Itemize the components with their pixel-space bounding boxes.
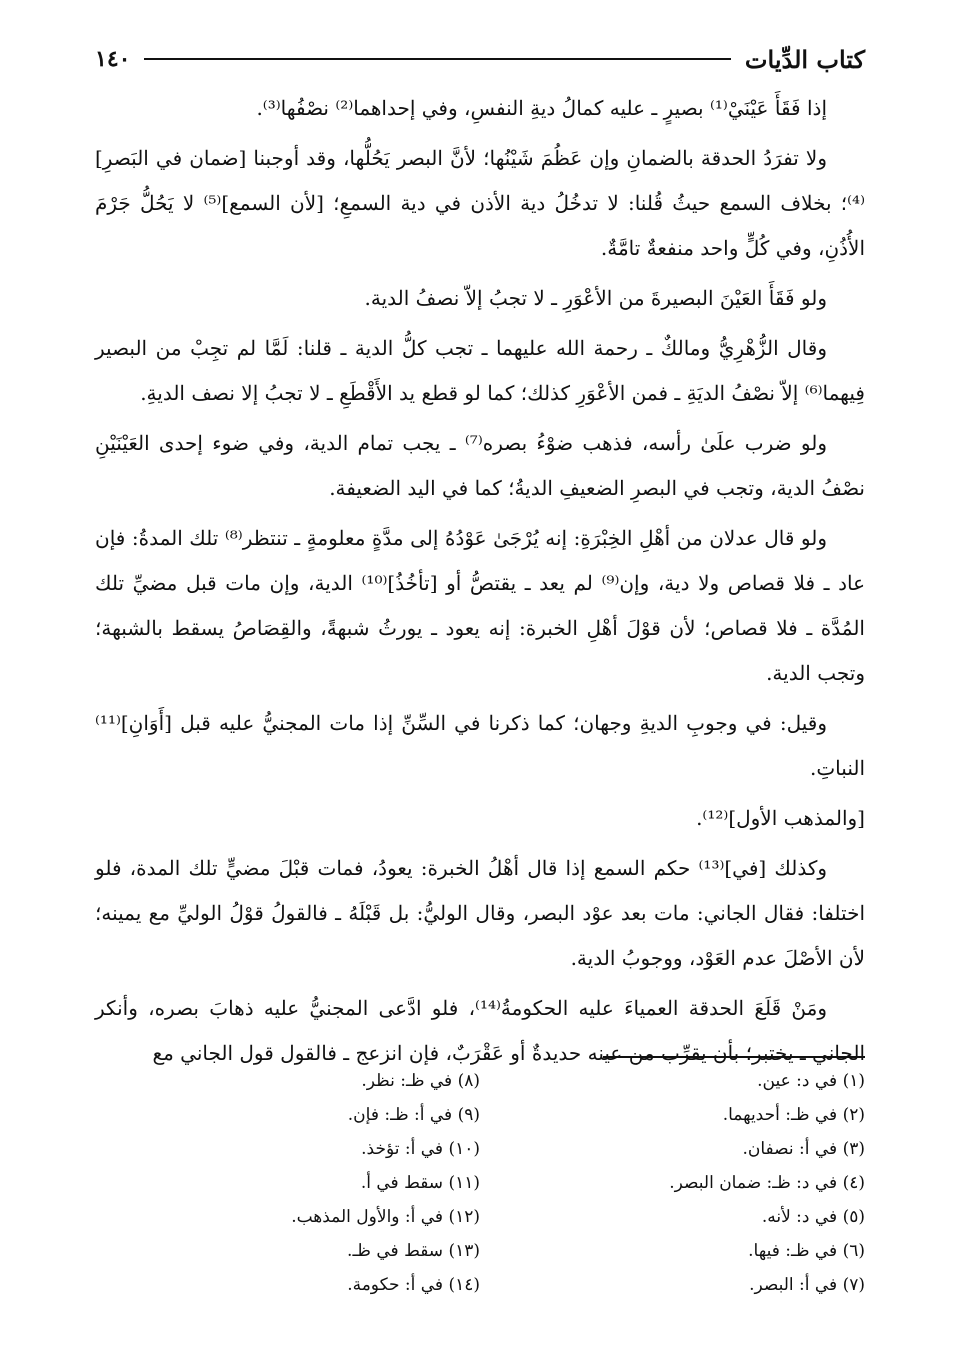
footnotes-column-right — [480, 1064, 865, 1302]
page-header — [95, 38, 865, 80]
paragraph: ومَنْ قَلَعَ الحدقة العمياءَ عليه الحكومةُ⁽¹⁴⁾، فلو ادَّعى المجنيُّ عليه ذهابَ بصره، وأنكر الجاني ـ يختبر؛ بأن يقرِّب من عينه حديدةٌ أو عَقْرَبٌ، فإن انزعج ـ فالقول قول الجاني مع — [95, 996, 865, 1065]
footnote: (١٣) سقط في ظـ. — [347, 1241, 480, 1261]
footnote: (١٤) في أ: حكومة. — [347, 1275, 480, 1295]
paragraph: وقال الزُّهْرِيُّ ومالكٌ ـ رحمة الله عليهما ـ تجب كلُّ الدية ـ قلنا: لَمَّا لم تجِبْ من البصير فِيهما⁽⁶⁾ إلاّ نصْفُ الديَةِ ـ فمن الأعْوَرِ كذلك؛ كما لو قطع يد الأَقْطَعِ ـ لا تجبُ إلا نصف الديةِ. — [95, 336, 865, 405]
footnote: (٧) في أ: البصر. — [749, 1275, 865, 1295]
footnote: (٨) في ظـ: نظر. — [361, 1071, 480, 1091]
footnote: (٣) في أ: نصفان. — [742, 1139, 865, 1159]
page-number: ١٤٠ — [95, 46, 131, 72]
paragraph: وقيل: في وجوبِ الديةِ وجهان؛ كما ذكرنا في السِّنِّ إذا مات المجنيُّ عليه قبل [أَوَانِ]⁽¹¹⁾ النباتِ. — [95, 711, 865, 780]
main-text — [95, 86, 865, 1076]
paragraph: [والمذهب الأول]⁽¹²⁾. — [696, 806, 865, 830]
paragraph: ولا تفرَدُ الحدقة بالضمانِ وإن عَظُمَ شَيْنُها؛ لأنَّ البصر يَحُلُّها، وقد أوجبنا [ضمان في البَصرِ]⁽⁴⁾؛ بخلاف السمع حيثُ قُلنا: لا تدخُلُ دية الأذن في دية السمعِ؛ [لأن السمع]⁽⁵⁾ لا يَحُلُّ جَرْمَ الأُذُنِ، وفي كُلٍّ واحد منفعةٌ تامَّةٌ. — [95, 146, 865, 260]
footnote: (٤) في د: ظـ: ضمان البصر. — [669, 1173, 865, 1193]
paragraph: ولو فَقَأَ العَيْنَ البصيرةَ من الأعْوَرِ ـ لا تجبُ إلاّ نصفُ الدية. — [364, 286, 827, 310]
footnotes — [95, 1064, 865, 1302]
footnote: (٦) في ظـ: فيها. — [748, 1241, 865, 1261]
footnote: (١٢) في أ: والأول المذهب. — [291, 1207, 480, 1227]
footnote: (٢) في ظـ: أحديهما. — [722, 1105, 865, 1125]
paragraph: ولو قال عدلان من أهْلِ الخِبْرَةِ: إنه يُرْجَىٰ عَوْدُهُ إلى مدَّةٍ معلومةٍ ـ تنتظر⁽⁸⁾ تلك المدةُ: فإن عاد ـ فلا قصاص ولا دية، وإن⁽⁹⁾ لم يعد ـ يقتصُّ أو [تأخُذُ]⁽¹⁰⁾ الدية، وإن مات قبل مضيِّ تلك المُدَّة ـ فلا قصاص؛ لأن قوْلَ أهْلِ الخبرة: إنه يعود ـ يورثُ شبهةً، والقِصَاصُ يسقط بالشبهة؛ وتجب الدية. — [95, 526, 865, 685]
paragraph: إذا فَقَأَ عَيْنَيْ⁽¹⁾ بصيرٍ ـ عليه كمالُ ديةِ النفسِ، وفي إحداهما⁽²⁾ نصْفُها⁽³⁾. — [256, 96, 827, 120]
footnote: (١٠) في أ: تؤخذ. — [361, 1139, 480, 1159]
footnotes-column-left — [95, 1064, 480, 1302]
footnote: (١١) سقط في أ. — [360, 1173, 480, 1193]
footnote-separator — [603, 1056, 865, 1058]
footnote: (٥) في د: لأنه. — [761, 1207, 865, 1227]
paragraph: ولو ضرب علَىٰ رأسه، فذهب ضوْءُ بصره⁽⁷⁾ ـ يجب تمام الدية، وفي ضوء إحدى العَيْنَيْنِ نصْفُ الدية، وتجب في البصرِ الضعيفِ الديةُ؛ كما في اليد الضعيفة. — [95, 431, 865, 500]
running-title: كتاب الدِّيات — [744, 44, 865, 74]
header-rule — [144, 58, 730, 60]
paragraph: وكذلك [في]⁽¹³⁾ حكم السمع إذا قال أهْلُ الخبرة: يعودُ، فمات قبْلَ مضيٍّ تلك المدة، فلو اختلفا: فقال الجاني: مات بعد عوْد البصر، وقال الوليُّ: بل قَبْلَهُ ـ فالقولُ قوْلُ الوليِّ مع يمينه؛ لأن الأصْلَ عدم العَوْد، ووجوبُ الدية. — [95, 856, 865, 970]
footnote: (١) في د: عين. — [757, 1071, 865, 1091]
footnote: (٩) في أ: ظـ: فإن. — [347, 1105, 480, 1125]
